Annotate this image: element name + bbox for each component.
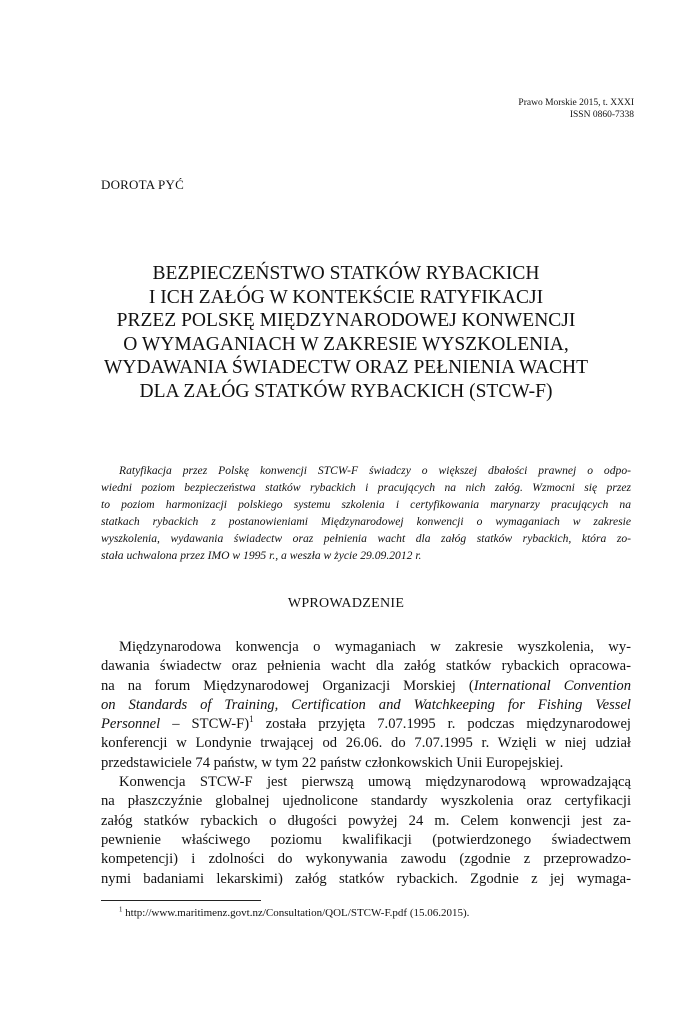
abstract [101,462,631,564]
footnote-text[interactable]: http://www.maritimenz.govt.nz/Consultation/QOL/STCW-F.pdf (15.06.2015). [122,907,470,919]
body-text-span: na na forum Międzynarodowej Organizacji Morskiej ( [101,677,474,694]
body-line [101,715,631,734]
abstract-line: wyszkolenia, wydawania świadectw oraz pełnienia wacht dla załóg statków rybackich, która zo- [101,532,631,545]
abstract-line: to poziom harmonizacji polskiego systemu szkolenia i certyfikowania marynarzy pracujących na [101,498,631,511]
body-line: na płaszczyźnie globalnej ujednolicone standardy wyszkolenia oraz certyfikacji [101,793,631,810]
body-line: pewnienie właściwego poziomu kwalifikacji (potwierdzonego świadectwem [101,831,631,848]
abstract-line: Ratyfikacja przez Polskę konwencji STCW-F świadczy o większej dbałości prawnej o odpo- [119,464,631,477]
footnote-divider [101,900,261,901]
abstract-line: statkach rybackich z postanowieniami Międzynarodowej konwencji o wymaganiach w zakresie [101,515,631,528]
body-line [101,696,631,715]
convention-name-italic: Personnel [101,716,161,733]
body-line: załóg statków rybackich o długości powyżej 24 m. Celem konwencji jest za- [101,812,631,829]
title-line: I ICH ZAŁÓG W KONTEKŚCIE RATYFIKACJI [148,286,544,308]
issn-line: ISSN 0860-7338 [569,110,634,120]
article-title [60,262,632,404]
journal-line: Prawo Morskie 2015, t. XXXI [518,98,634,108]
body-line [101,677,631,696]
section-heading: WPROWADZENIE [287,596,405,611]
author-name: DOROTA PYĆ [101,177,184,192]
body-text [101,638,631,889]
abstract-line: wiedni poziom bezpieczeństwa statków rybackich i pracujących na nich załóg. Wzmocni się przez [101,481,631,494]
body-line: dawania świadectw oraz pełnienia wacht dla załóg statków rybackich opracowa- [101,658,631,675]
body-line: Międzynarodowa konwencja o wymaganiach w zakresie wyszkolenia, wy- [119,639,631,655]
body-text-span: została przyjęta 7.07.1995 r. podczas międzynarodowej [253,716,631,733]
body-line: przedstawiciele 74 państw, w tym 22 państw członkowskich Unii Europejskiej. [101,754,564,771]
footnote-marker: 1 [119,906,123,914]
convention-name-italic: on Standards of Training, Certification and Watchkeeping for Fishing Vessel [101,696,631,713]
body-text-span: – STCW-F) [160,716,250,733]
body-line: kompetencji) i zdolności do wykonywania zawodu (zgodnie z przeprowadzo- [101,851,631,868]
abstract-line: stała uchwalona przez IMO w 1995 r., a weszła w życie 29.09.2012 r. [101,549,422,562]
title-line: WYDAWANIA ŚWIADECTW ORAZ PEŁNIENIA WACHT [103,357,589,379]
running-header [518,97,634,121]
title-line: DLA ZAŁÓG STATKÓW RYBACKICH (STCW-F) [139,380,553,402]
body-line: nymi badaniami lekarskimi) załóg statków rybackich. Zgodnie z jej wymaga- [101,870,631,887]
body-line: Konwencja STCW-F jest pierwszą umową międzynarodową wprowadzającą [119,774,631,791]
body-line: konferencji w Londynie trwającej od 26.06. do 7.07.1995 r. Wzięli w niej udział [101,735,631,752]
footnote [119,906,469,920]
footnote-ref[interactable]: 1 [249,714,254,725]
title-line: O WYMAGANIACH W ZAKRESIE WYSZKOLENIA, [123,333,569,355]
title-line: PRZEZ POLSKĘ MIĘDZYNARODOWEJ KONWENCJI [116,310,576,332]
convention-name-italic: International Convention [473,677,631,694]
title-line: BEZPIECZEŃSTWO STATKÓW RYBACKICH [152,263,540,284]
